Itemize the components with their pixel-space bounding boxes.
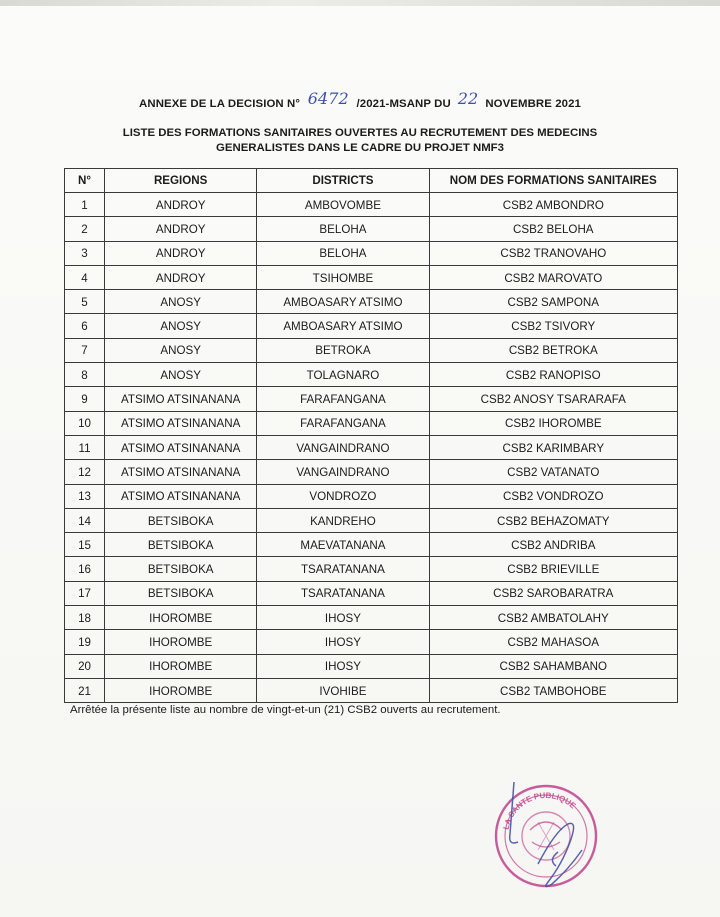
annex-title xyxy=(0,89,720,111)
cell-region: ATSIMO ATSINANANA xyxy=(105,411,257,435)
table-row xyxy=(65,363,678,387)
cell-number: 19 xyxy=(65,630,105,654)
cell-facility: CSB2 KARIMBARY xyxy=(429,435,677,459)
cell-facility: CSB2 TRANOVAHO xyxy=(429,241,677,265)
cell-region: ANOSY xyxy=(105,363,257,387)
cell-region: ATSIMO ATSINANANA xyxy=(105,460,257,484)
cell-district: TSIHOMBE xyxy=(257,265,429,289)
cell-district: IHOSY xyxy=(257,654,429,678)
page-top-edge xyxy=(0,0,720,6)
cell-facility: CSB2 SAMPONA xyxy=(429,290,677,314)
cell-facility: CSB2 TAMBOHOBE xyxy=(429,678,677,702)
cell-district: AMBOASARY ATSIMO xyxy=(257,290,429,314)
cell-district: VONDROZO xyxy=(257,484,429,508)
table-row xyxy=(65,508,678,532)
cell-facility: CSB2 IHOROMBE xyxy=(429,411,677,435)
annex-title-middle: /2021-MSANP DU xyxy=(356,98,451,110)
cell-district: KANDREHO xyxy=(257,508,429,532)
cell-facility: CSB2 VONDROZO xyxy=(429,484,677,508)
table-row xyxy=(65,387,678,411)
cell-facility: CSB2 VATANATO xyxy=(429,460,677,484)
cell-facility: CSB2 MAHASOA xyxy=(429,630,677,654)
cell-number: 18 xyxy=(65,606,105,630)
cell-region: ANDROY xyxy=(105,241,257,265)
table-row xyxy=(65,193,678,217)
table-row xyxy=(65,484,678,508)
cell-region: ANDROY xyxy=(105,265,257,289)
cell-facility: CSB2 BETROKA xyxy=(429,338,677,362)
table-row xyxy=(65,581,678,605)
cell-number: 16 xyxy=(65,557,105,581)
cell-district: AMBOASARY ATSIMO xyxy=(257,314,429,338)
cell-district: TOLAGNARO xyxy=(257,363,429,387)
cell-number: 13 xyxy=(65,484,105,508)
cell-region: IHOROMBE xyxy=(105,654,257,678)
column-header-regions: REGIONS xyxy=(105,169,257,193)
cell-number: 17 xyxy=(65,581,105,605)
official-stamp xyxy=(478,772,608,894)
cell-district: TSARATANANA xyxy=(257,581,429,605)
table-row xyxy=(65,314,678,338)
cell-region: BETSIBOKA xyxy=(105,557,257,581)
cell-district: IHOSY xyxy=(257,630,429,654)
table-row xyxy=(65,630,678,654)
table-row xyxy=(65,290,678,314)
cell-region: BETSIBOKA xyxy=(105,581,257,605)
cell-facility: CSB2 BELOHA xyxy=(429,217,677,241)
cell-facility: CSB2 BEHAZOMATY xyxy=(429,508,677,532)
cell-district: AMBOVOMBE xyxy=(257,193,429,217)
cell-number: 10 xyxy=(65,411,105,435)
table-row xyxy=(65,265,678,289)
stamp-text: LA SANTE PUBLIQUE xyxy=(501,790,578,831)
table-row xyxy=(65,678,678,702)
decision-day-handwritten: 22 xyxy=(457,89,479,108)
cell-region: ANOSY xyxy=(105,290,257,314)
table-row xyxy=(65,606,678,630)
cell-number: 5 xyxy=(65,290,105,314)
cell-facility: CSB2 TSIVORY xyxy=(429,314,677,338)
cell-region: IHOROMBE xyxy=(105,606,257,630)
cell-district: VANGAINDRANO xyxy=(257,460,429,484)
cell-region: ANDROY xyxy=(105,217,257,241)
cell-number: 21 xyxy=(65,678,105,702)
cell-district: IHOSY xyxy=(257,606,429,630)
column-header-districts: DISTRICTS xyxy=(257,169,429,193)
cell-region: BETSIBOKA xyxy=(105,533,257,557)
table-row xyxy=(65,460,678,484)
cell-district: FARAFANGANA xyxy=(257,411,429,435)
cell-facility: CSB2 SAROBARATRA xyxy=(429,581,677,605)
cell-district: FARAFANGANA xyxy=(257,387,429,411)
cell-number: 12 xyxy=(65,460,105,484)
table-header-row xyxy=(65,169,678,193)
cell-district: BELOHA xyxy=(257,241,429,265)
cell-district: MAEVATANANA xyxy=(257,533,429,557)
cell-number: 8 xyxy=(65,363,105,387)
table-row xyxy=(65,435,678,459)
column-header-facility-name: NOM DES FORMATIONS SANITAIRES xyxy=(429,169,677,193)
cell-number: 14 xyxy=(65,508,105,532)
cell-region: IHOROMBE xyxy=(105,630,257,654)
cell-number: 7 xyxy=(65,338,105,362)
annex-title-prefix: ANNEXE DE LA DECISION N° xyxy=(139,98,301,110)
list-title xyxy=(0,126,720,156)
cell-district: IVOHIBE xyxy=(257,678,429,702)
cell-number: 11 xyxy=(65,435,105,459)
decision-number-handwritten: 6472 xyxy=(307,89,349,108)
cell-number: 1 xyxy=(65,193,105,217)
cell-number: 4 xyxy=(65,265,105,289)
table-row xyxy=(65,557,678,581)
cell-region: ANOSY xyxy=(105,314,257,338)
cell-facility: CSB2 MAROVATO xyxy=(429,265,677,289)
cell-number: 9 xyxy=(65,387,105,411)
cell-district: VANGAINDRANO xyxy=(257,435,429,459)
table-row xyxy=(65,533,678,557)
cell-district: BETROKA xyxy=(257,338,429,362)
cell-facility: CSB2 RANOPISO xyxy=(429,363,677,387)
table-row xyxy=(65,338,678,362)
cell-region: BETSIBOKA xyxy=(105,508,257,532)
cell-number: 15 xyxy=(65,533,105,557)
cell-region: ANOSY xyxy=(105,338,257,362)
cell-region: ATSIMO ATSINANANA xyxy=(105,387,257,411)
annex-title-suffix: NOVEMBRE 2021 xyxy=(485,98,581,110)
table-body xyxy=(65,193,678,703)
cell-number: 2 xyxy=(65,217,105,241)
cell-number: 3 xyxy=(65,241,105,265)
cell-number: 6 xyxy=(65,314,105,338)
list-title-line-1: LISTE DES FORMATIONS SANITAIRES OUVERTES AU RECRUTEMENT DES MEDECINS xyxy=(122,127,598,139)
cell-district: BELOHA xyxy=(257,217,429,241)
column-header-number: N° xyxy=(65,169,105,193)
closing-note: Arrêtée la présente liste au nombre de vingt-et-un (21) CSB2 ouverts au recrutement. xyxy=(70,704,501,716)
cell-district: TSARATANANA xyxy=(257,557,429,581)
health-facilities-table xyxy=(64,168,678,703)
table-row xyxy=(65,654,678,678)
cell-facility: CSB2 BRIEVILLE xyxy=(429,557,677,581)
cell-facility: CSB2 SAHAMBANO xyxy=(429,654,677,678)
table-row xyxy=(65,241,678,265)
table-row xyxy=(65,217,678,241)
cell-region: ATSIMO ATSINANANA xyxy=(105,435,257,459)
cell-facility: CSB2 AMBATOLAHY xyxy=(429,606,677,630)
list-title-line-2: GENERALISTES DANS LE CADRE DU PROJET NMF3 xyxy=(216,142,504,154)
cell-facility: CSB2 ANOSY TSARARAFA xyxy=(429,387,677,411)
table-row xyxy=(65,411,678,435)
cell-facility: CSB2 AMBONDRO xyxy=(429,193,677,217)
cell-number: 20 xyxy=(65,654,105,678)
cell-region: IHOROMBE xyxy=(105,678,257,702)
cell-region: ATSIMO ATSINANANA xyxy=(105,484,257,508)
cell-facility: CSB2 ANDRIBA xyxy=(429,533,677,557)
cell-region: ANDROY xyxy=(105,193,257,217)
